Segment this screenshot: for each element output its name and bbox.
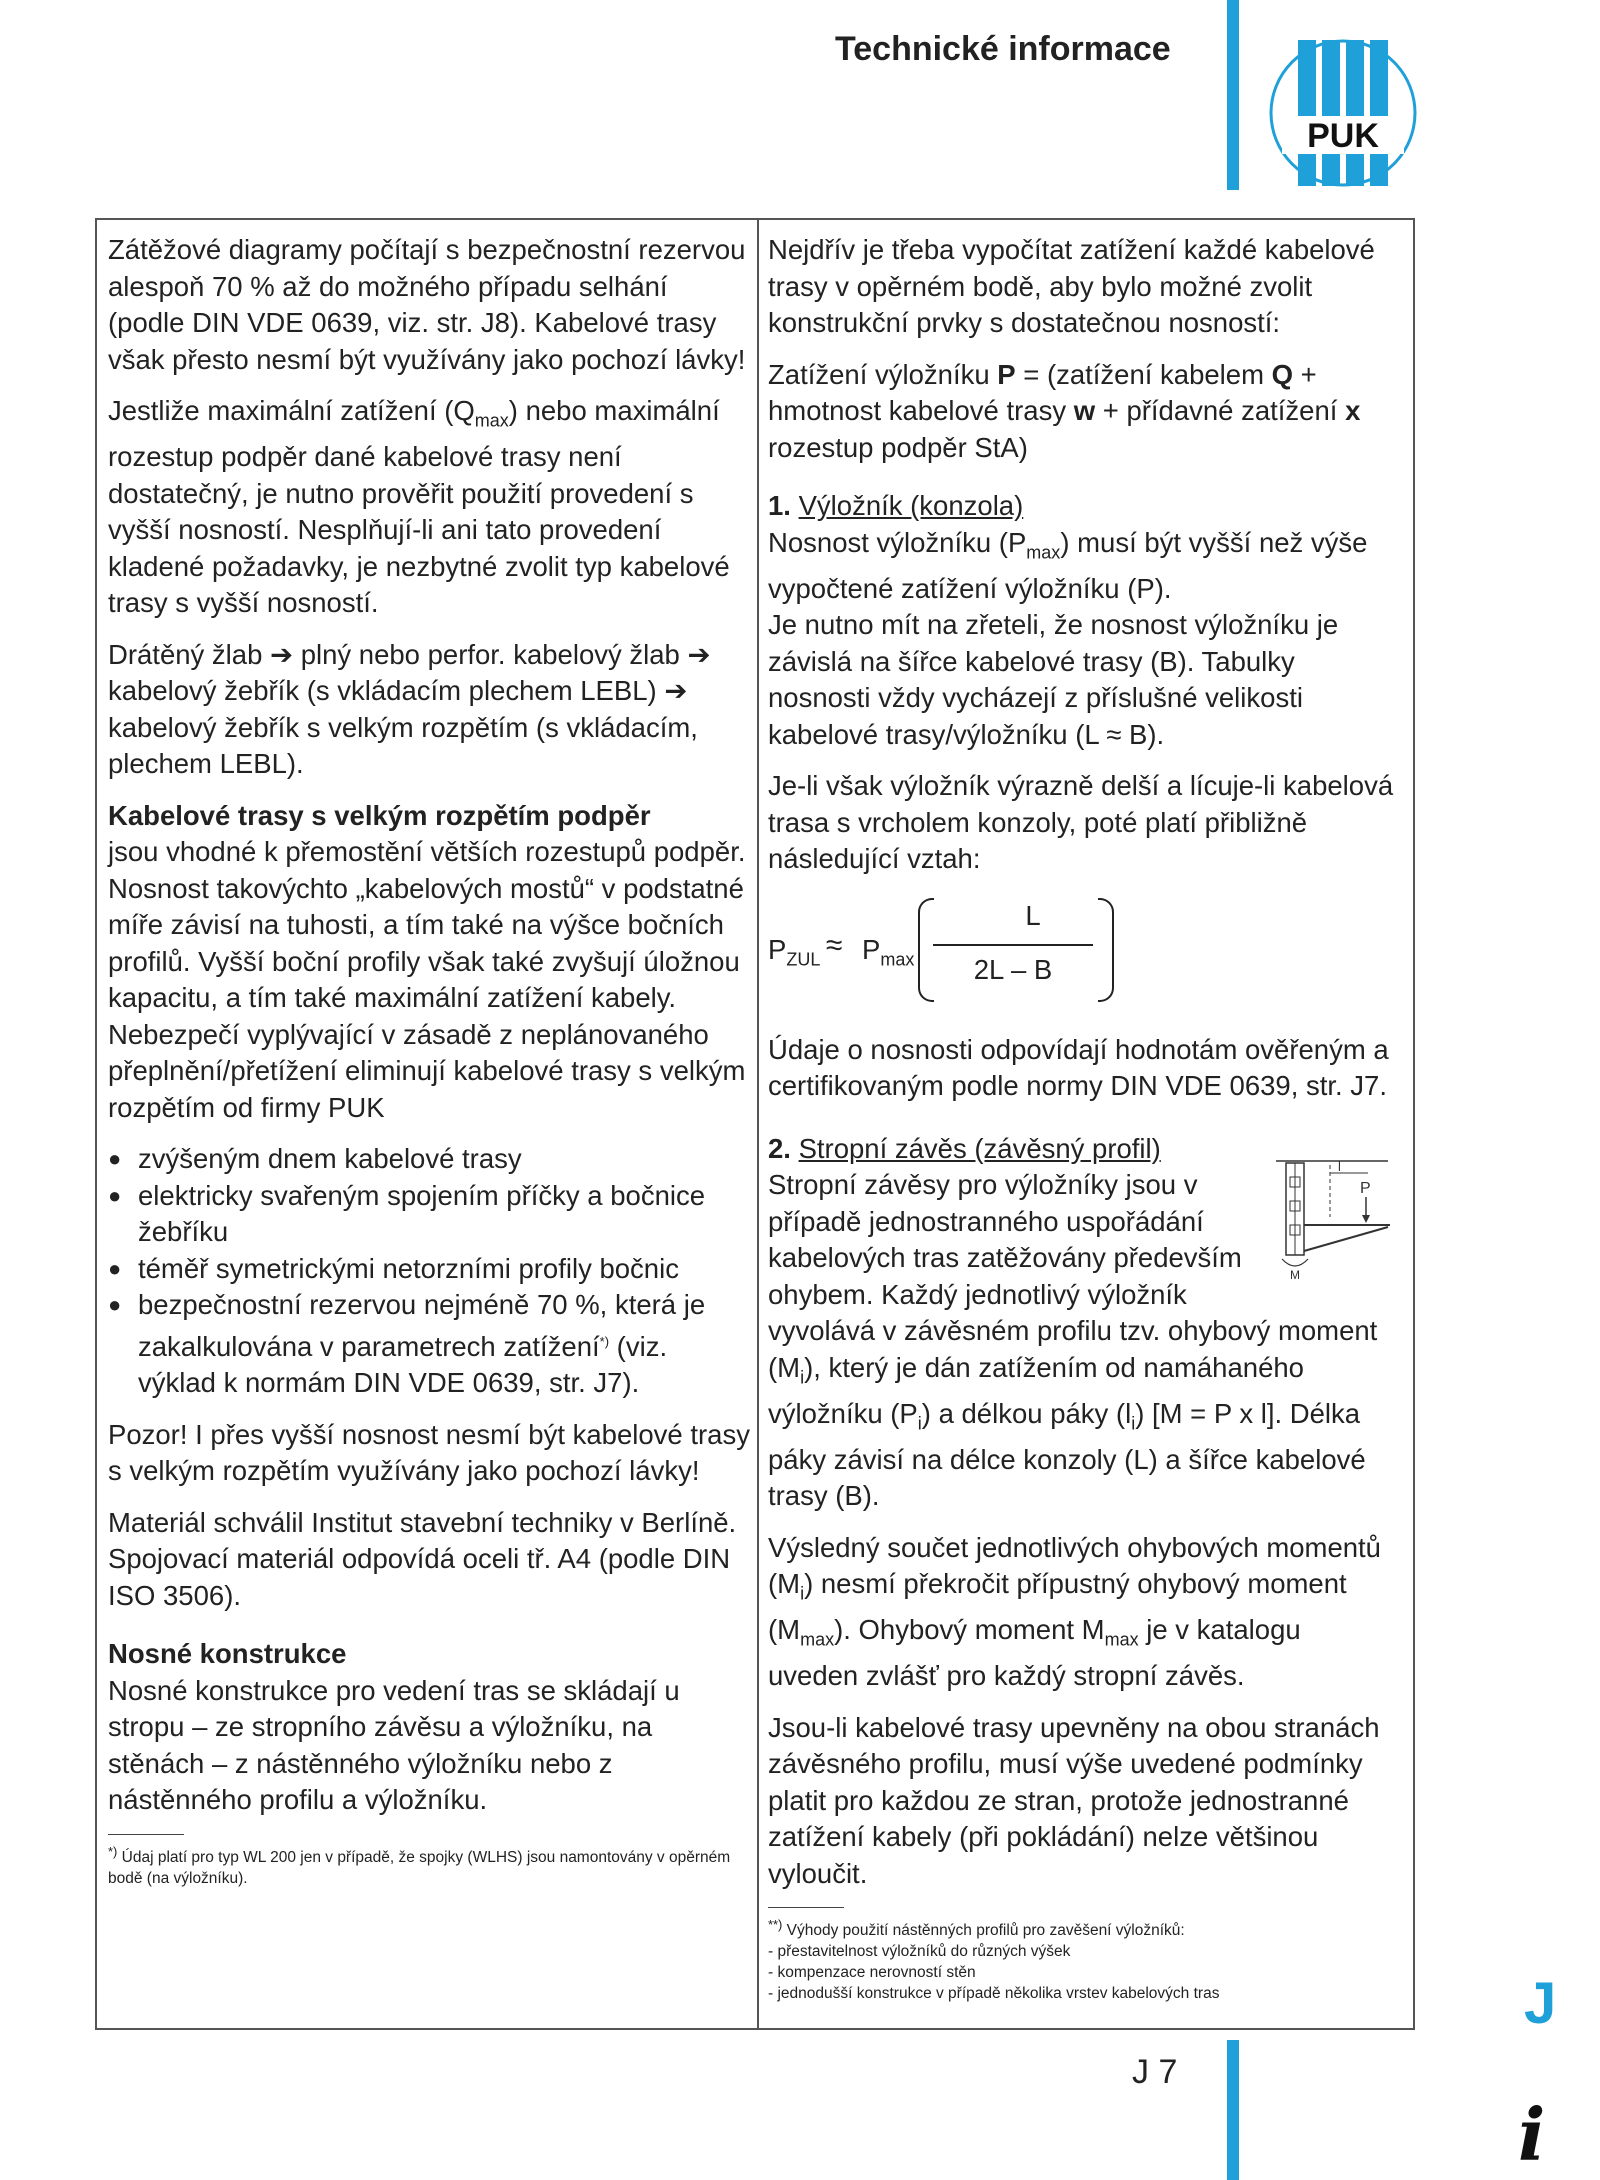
logo-text: PUK: [1307, 117, 1379, 155]
material-paragraph: Materiál schválil Institut stavební techniky v Berlíně. Spojovací materiál odpovídá oceli tř. A4 (podle DIN ISO 3506).: [108, 1506, 737, 1611]
puk-logo: [1268, 38, 1418, 188]
moment-sum-paragraph: Výsledný součet jednotlivých ohybových momentů $(M_i)$ nesmí překročit přípustný ohybový moment $(M_{max})$. Ohybový moment $M_{max}$ je v katalogu uveden zvlášť pro každý stropní závěs.: [768, 1531, 1381, 1691]
footnote-right: **) Výhody použití nástěnných profilů pro zavěšení výložníků: - přestavitelnost výložníků do různých výšek - kompenzace nerovností stěn - jednodušší konstrukce v případě několika vrstev kabelových tras: [768, 1917, 1220, 2003]
formula-p-zul: $P_{ZUL}$: [768, 933, 821, 969]
section-heading-support: Nosné konstrukce: [108, 1638, 347, 1670]
formula-fraction-bar: [933, 944, 1093, 946]
list-item: ● elektricky svařeným spojením příčky a bočnice žebříku: [108, 1178, 750, 1251]
right-column: [768, 232, 1398, 2004]
capacity-formula: [768, 898, 1398, 1008]
formula-approx: ≈: [826, 928, 843, 962]
bracket-width-paragraph: Je nutno mít na zřeteli, že nosnost výložníku je závislá na šířce kabelové trasy (B). Tabulky nosnosti vždy vycházejí z příslušné velikosti kabelové trasy/výložníku (L ≈ B).: [768, 609, 1339, 750]
warning-paragraph: Pozor! I přes vyšší nosnost nesmí být kabelové trasy s velkým rozpětím využívány jako pochozí lávky!: [108, 1418, 750, 1487]
page-number: J 7: [1132, 2053, 1178, 2091]
info-icon: i: [1518, 2092, 1546, 2177]
section-heading-ceiling: 2. Stropní závěs (závěsný profil): [768, 1132, 1161, 1164]
bracket-capacity-text: Nosnost výložníku $(P_{max})$ musí být vyšší než výše vypočtené zatížení výložníku (P).: [768, 526, 1368, 604]
feature-list: [108, 1141, 750, 1402]
wide-span-paragraph: jsou vhodné k přemostění větších rozestupů podpěr. Nosnost takovýchto „kabelových mostů“ v podstatné míře závisí na tuhosti, a tím také na výšce bočních profilů. Vyšší boční profily však také zvyšují úložnou kapacitu, a tím také maximální zatížení kabely.: [108, 836, 746, 1013]
formula-p-max: $P_{max}$: [862, 933, 915, 969]
safety-margin-paragraph: Zátěžové diagramy počítají s bezpečnostní rezervou alespoň 70 % až do možného případu selhání (podle DIN VDE 0639, viz. str. J8). Kabelové trasy však přesto nesmí být využívány jako pochozí lávky!: [108, 234, 746, 375]
formula-numerator: L: [1025, 899, 1041, 931]
diagram-label-l: l: [1338, 1159, 1341, 1174]
load-formula-paragraph: Zatížení výložníku P = (zatížení kabelem Q + hmotnost kabelové trasy w + přídavné zatížení x rozestup podpěr StA): [768, 358, 1361, 463]
list-item: ● téměř symetrickými netorzními profily bočnic: [108, 1251, 750, 1288]
certification-paragraph: Údaje o nosnosti odpovídají hodnotám ověřeným a certifikovaným podle normy DIN VDE 0639, str. J7.: [768, 1033, 1389, 1101]
section-heading-wide-span: Kabelové trasy s velkým rozpětím podpěr: [108, 799, 651, 831]
tray-hierarchy-paragraph: Drátěný žlab ➔ plný nebo perfor. kabelový žlab ➔ kabelový žebřík (s vkládacím plechem LEBL) ➔ kabelový žebřík s velkým rozpětím (s vkládacím, plechem LEBL).: [108, 638, 711, 779]
bending-moment-diagram: [1268, 1155, 1398, 1280]
max-load-paragraph: Jestliže maximální zatížení $(Q_{max})$ nebo maximální rozestup podpěr dané kabelové trasy není dostatečný, je nutno prověřit použití provedení s vyšší nosností. Nesplňují-li ani tato provedení kladené požadavky, je nezbytné zvolit typ kabelové trasy s vyšší nosností.: [108, 395, 730, 618]
diagram-label-p: P: [1360, 1180, 1371, 1197]
footnote-left: *) Údaj platí pro typ WL 200 jen v případě, že spojky (WLHS) jsou namontovány v opěrném bodě (na výložníku).: [108, 1843, 731, 1887]
footer-accent-bar: [1227, 2040, 1239, 2180]
column-divider: [757, 218, 759, 2030]
header-accent-bar: [1227, 0, 1239, 190]
bracket-longer-paragraph: Je-li však výložník výrazně delší a lícuje-li kabelová trasa s vrcholem konzoly, poté platí přibližně následující vztah:: [768, 770, 1394, 874]
section-letter-icon: J: [1524, 1971, 1557, 2036]
section-heading-bracket: 1. Výložník (konzola): [768, 490, 1024, 521]
diagram-label-m: M: [1290, 1268, 1300, 1280]
list-item: ● bezpečnostní rezervou nejméně 70 %, která je zakalkulována v parametrech zatížení*) (viz. výklad k normám DIN VDE 0639, str. J7).: [108, 1287, 750, 1402]
list-item: ● zvýšeným dnem kabelové trasy: [108, 1141, 750, 1178]
formula-right-paren: [1098, 898, 1114, 1002]
calc-intro-paragraph: Nejdřív je třeba vypočítat zatížení každé kabelové trasy v opěrném bodě, aby bylo možné zvolit konstrukční prvky s dostatečnou nosností:: [768, 234, 1375, 338]
footnote-rule: [768, 1907, 844, 1908]
overload-paragraph: Nebezpečí vyplývající v zásadě z neplánovaného přeplnění/přetížení eliminují kabelové trasy s velkým rozpětím od firmy PUK: [108, 1018, 746, 1123]
both-sides-paragraph: Jsou-li kabelové trasy upevněny na obou stranách závěsného profilu, musí výše uvedené podmínky platit pro každou ze stran, protože jednostranné zatížení kabely (při pokládání) nelze většinou vyloučit.: [768, 1711, 1380, 1889]
support-paragraph: Nosné konstrukce pro vedení tras se skládají u stropu – ze stropního závěsu a výložníku, na stěnách – z nástěnného výložníku nebo z nástěnného profilu a výložníku.: [108, 1674, 680, 1816]
formula-denominator: 2L – B: [973, 953, 1053, 985]
page-header-title: Technické informace: [835, 30, 1171, 68]
formula-left-paren: [918, 898, 934, 1002]
footnote-rule: [108, 1834, 184, 1835]
ceiling-hanger-paragraph: l P M Stropní závěsy pro výložníky jsou v případě jednostranného uspořádání kabelových tras zatěžovány především ohybem. Každý jednotlivý výložník vyvolává v závěsném profilu tzv. ohybový moment $(M_i)$, který je dán zatížením od namáhaného výložníku $(P_i)$ a délkou páky $(l_i) [M = P$ x l]. Délka páky závisí na délce konzoly (L) a šířce kabelové trasy (B).: [768, 1167, 1398, 1515]
left-column: [108, 232, 750, 1889]
